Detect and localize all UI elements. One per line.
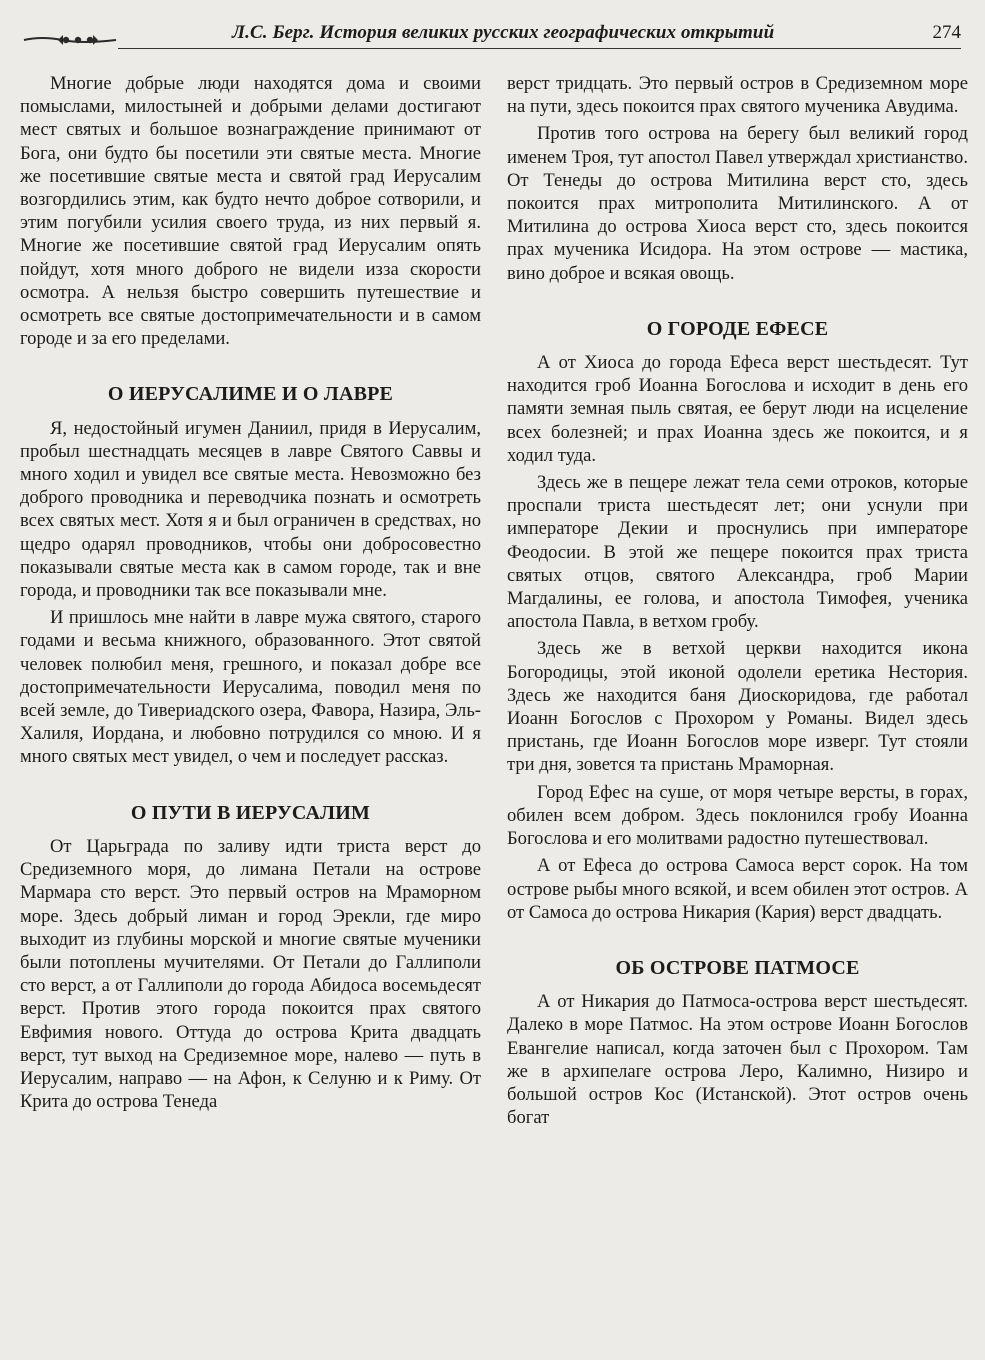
- right-column: [507, 72, 968, 1129]
- ornament-flourish-icon: [22, 28, 118, 52]
- paragraph: Здесь же в ветхой церкви находится икона Богородицы, этой иконой одолели еретика Нестория. Здесь же находится баня Диоскоридова, где работал Иоанн Богослов с Прохором у Романы. Видел здесь пристань, где Иоанн Богослов море изверг. Тут стояли три дня, зовется та пристань Мраморная.: [507, 638, 968, 776]
- left-column: [20, 72, 481, 1113]
- paragraph: Город Ефес на суше, от моря четыре версты, в горах, обилен всем добром. Здесь поклонился гробу Иоанна Богослова и его молитвами радостно путешествовал.: [507, 781, 968, 850]
- paragraph: Здесь же в пещере лежат тела семи отроков, которые проспали триста шестьдесят лет; они уснули при императоре Декии и проснулись при императоре Феодосии. В этой же пещере покоится прах триста святых отцов, святого Александра, гроб Марии Магдалины, ее голова, и апостола Тимофея, ученика апостола Павла, в ветхом гробу.: [507, 472, 968, 633]
- continuation-paragraph: верст тридцать. Это первый остров в Средиземном море на пути, здесь покоится прах святого мученика Авудима.: [507, 73, 968, 118]
- paragraph: Я, недостойный игумен Даниил, придя в Иерусалим, пробыл шестнадцать месяцев в лавре Святого Саввы и много ходил и увидел все святые места. Невозможно без доброго проводника и переводчика познать и осмотреть всех святых мест. Хотя я и был ограничен в средствах, но щедро одарял проводников, чтобы они добросовестно показывали святые места как в самом городе, так и вне города, и проводники так все показывали мне.: [20, 417, 481, 602]
- paragraph: Против того острова на берегу был великий город именем Троя, тут апостол Павел утверждал христианство. От Тенеды до острова Митилина верст сто, здесь покоится прах митрополита Митилинского. А от Митилина до острова Хиоса верст сто, здесь покоится прах мученика Исидора. На этом острове — мастика, вино доброе и всякая овощь.: [507, 123, 968, 284]
- paragraph: А от Хиоса до города Ефеса верст шестьдесят. Тут находится гроб Иоанна Богослова и исходит в день его памяти земная пыль святая, ее берут люди на исцеление всех болезней; и прах Иоанна здесь же покоится, и я ходил туда.: [507, 352, 968, 466]
- running-header: [22, 22, 961, 50]
- section-heading-jerusalem-lavra: О ИЕРУСАЛИМЕ И О ЛАВРЕ: [107, 383, 394, 406]
- paragraph: От Царьграда по заливу идти триста верст до Средиземного моря, до лимана Петали на острове Мармара сто верст. Это первый остров на Мраморном море. Здесь добрый лиман и город Эрекли, где миро выходит из глубины морской и многие святые мученики были потоплены мучителями. От Петали до Галлиполи сто верст, а от Галлиполи до города Абидоса восемьдесят верст. Против этого города покоится прах святого Евфимия нового. Оттуда до острова Крита двадцать верст, тут выход на Средиземное море, налево — путь в Иерусалим, направо — на Афон, к Селуню и к Риму. От Крита до острова Тенеда: [20, 835, 481, 1113]
- page-number: 274: [932, 22, 961, 43]
- paragraph: А от Никария до Патмоса-острова верст шестьдесят. Далеко в море Патмос. На этом острове Иоанн Богослов Евангелие написал, когда заточен был с Прохором. Там же в архипелаге острова Леро, Калимно, Низиро и большой остров Кос (Истанской). Этот остров очень богат: [507, 991, 968, 1129]
- section-heading-patmos: ОБ ОСТРОВЕ ПАТМОСЕ: [615, 956, 860, 979]
- section-heading-road-to-jerusalem: О ПУТИ В ИЕРУСАЛИМ: [130, 801, 371, 824]
- header-rule: [118, 48, 961, 49]
- running-title: Л.С. Берг. История великих русских географических открытий: [232, 22, 775, 43]
- paragraph: И пришлось мне найти в лавре мужа святого, старого годами и весьма книжного, образованного. Этот святой человек полюбил меня, грешного, и показал добре все достопримечательности Иерусалима, поводил меня по всей земле, до Тивериадского озера, Фавора, Назира, Эль-Халиля, Иордана, и любовно потрудился со мною. И я много святых мест увидел, о чем и последует рассказ.: [20, 607, 481, 768]
- intro-paragraph: Многие добрые люди находятся дома и своими помыслами, милостыней и добрыми делами достигают мест святых и большое вознаграждение принимают от Бога, они будто бы посетили эти святые места. Многие же посетившие святые места и святой град Иерусалим возгордились этим, как будто нечто доброе сотворили, и этим погубили усилия своего труда, из них первый я. Многие же посетившие святой град Иерусалим опять пойдут, хотя много доброго не видели изза скорости осмотра. А нельзя быстро совершить путешествие и осмотреть все святые достопримечательности и в самом городе и за его пределами.: [20, 73, 481, 350]
- section-heading-ephesus: О ГОРОДЕ ЕФЕСЕ: [646, 317, 829, 340]
- paragraph: А от Ефеса до острова Самоса верст сорок. На том острове рыбы много всякой, и всем обилен этот остров. А от Самоса до острова Никария (Кария) верст двадцать.: [507, 855, 968, 923]
